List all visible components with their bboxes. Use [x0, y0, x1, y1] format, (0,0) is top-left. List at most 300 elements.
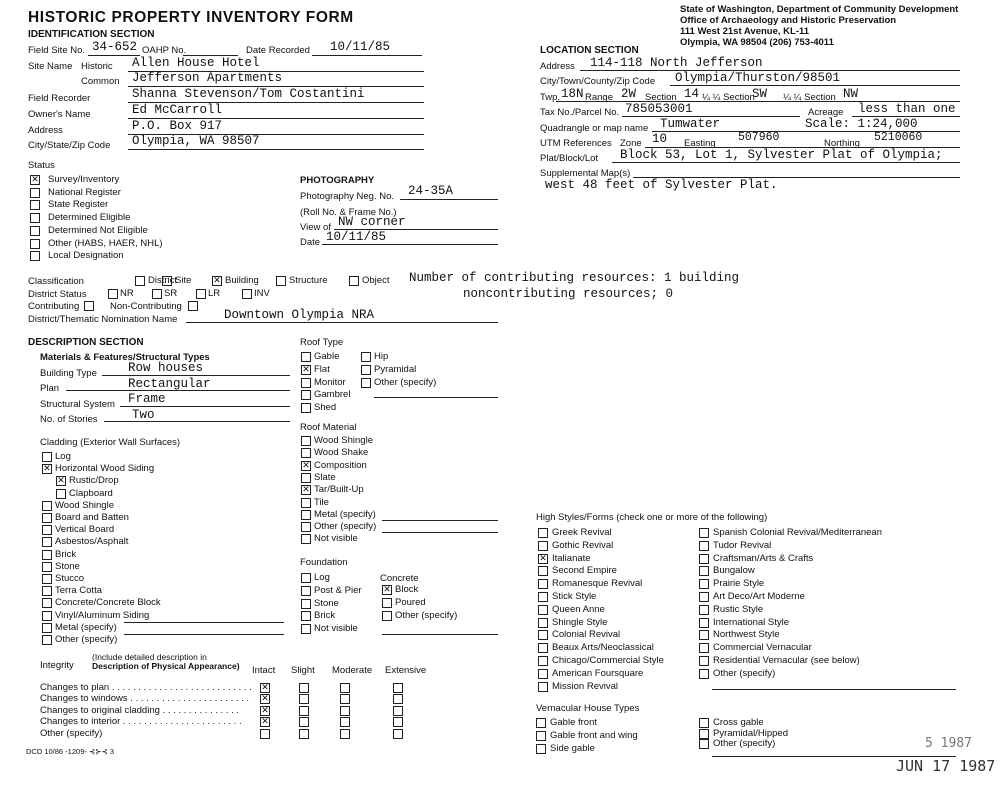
foundation-1-label: Post & Pier — [314, 584, 362, 596]
location-section-title: LOCATION SECTION — [540, 45, 639, 56]
status-title: Status — [28, 160, 55, 171]
foundation-b-0-checkbox[interactable]: ✕ — [383, 585, 391, 595]
noncontributing-resources-text: noncontributing resources; 0 — [463, 287, 674, 301]
style-12-label: Mission Revival — [552, 680, 618, 692]
class-1-checkbox[interactable] — [162, 276, 172, 286]
owner-address-label: Address — [28, 125, 63, 136]
building-type-value: Row houses — [128, 361, 204, 375]
concrete-label: Concrete — [380, 573, 419, 584]
foundation-2-label: Stone — [314, 597, 339, 609]
roof-type-b-0-checkbox[interactable] — [361, 352, 371, 362]
status-1-label: National Register — [48, 186, 121, 198]
contributing-label: Contributing — [28, 301, 80, 312]
roof-type-3-label: Gambrel — [314, 389, 351, 401]
field-site-label: Field Site No. — [28, 45, 86, 56]
foundation-2-checkbox[interactable] — [301, 599, 311, 609]
thematic-label: District/Thematic Nomination Name — [28, 314, 178, 325]
style-0-label: Greek Revival — [552, 527, 612, 538]
foundation-b-0-label: Block — [395, 584, 419, 595]
vernacular-b-1-checkbox[interactable] — [699, 729, 709, 739]
roll-frame-label: (Roll No. & Frame No.) — [300, 207, 397, 218]
integrity-row-4-col-1-checkbox[interactable] — [299, 729, 309, 739]
integrity-row-0-col-1-checkbox[interactable] — [299, 683, 309, 693]
roof-material-7-checkbox[interactable] — [301, 522, 311, 532]
agency-address: State of Washington, Department of Community Development Office of Archaeology and Historic Preservation 111 West 21st Avenue, KL-11 Olympia, WA 98504 (206) 753-4011 — [680, 4, 959, 48]
vernacular-title: Vernacular House Types — [536, 703, 640, 714]
roof-material-4-checkbox[interactable]: ✕ — [302, 485, 310, 496]
integrity-title: Integrity — [40, 660, 74, 671]
cladding-3-label: Clapboard — [69, 487, 113, 499]
status-6-label: Local Designation — [48, 250, 124, 262]
integrity-row-4-label: Other (specify) — [40, 727, 103, 739]
class-0-label: District — [148, 275, 178, 286]
received-stamp-partial: 5 1987 — [925, 736, 972, 751]
status-2-label: State Register — [48, 199, 109, 211]
style-b-9-checkbox[interactable] — [699, 643, 709, 653]
status-4-checkbox[interactable] — [30, 226, 40, 236]
vernacular-2-checkbox[interactable] — [536, 744, 546, 754]
integrity-row-2-col-2-checkbox[interactable] — [340, 706, 350, 716]
cladding-2-label: Rustic/Drop — [69, 475, 119, 487]
style-1-label: Gothic Revival — [552, 539, 614, 551]
quarter-section-label: ¼ ¼ Section — [702, 92, 755, 103]
style-b-3-label: Bungalow — [713, 565, 755, 577]
integrity-row-3-col-0-checkbox[interactable]: ✕ — [261, 717, 269, 728]
district-3-checkbox[interactable] — [242, 289, 252, 299]
integrity-row-4-col-2-checkbox[interactable] — [340, 729, 350, 739]
building-type-label: Building Type — [40, 368, 97, 379]
foundation-b-2-checkbox[interactable] — [382, 611, 392, 621]
plan-label: Plan — [40, 383, 60, 394]
cladding-2-checkbox[interactable]: ✕ — [57, 476, 65, 487]
historic-label: Historic — [81, 61, 113, 72]
district-0-checkbox[interactable] — [108, 289, 118, 299]
integrity-row-3-label: Changes to interior . . . . . . . . . . . . . . . . . . . . . . . — [40, 716, 242, 728]
roof-material-2-checkbox[interactable]: ✕ — [302, 460, 310, 471]
photo-date-value: 10/11/85 — [326, 230, 387, 244]
vernacular-b-2-checkbox[interactable] — [699, 739, 709, 749]
integrity-row-1-col-2-checkbox[interactable] — [340, 694, 350, 704]
plan-value: Rectangular — [128, 377, 211, 391]
location-address-value: 114-118 North Jefferson — [590, 56, 763, 70]
cladding-9-label: Stone — [55, 560, 80, 572]
foundation-4-checkbox[interactable] — [301, 624, 311, 634]
style-6-checkbox[interactable] — [538, 605, 548, 615]
roof-type-3-checkbox[interactable] — [301, 390, 311, 400]
style-b-4-checkbox[interactable] — [699, 579, 709, 589]
zone-label: Zone — [620, 138, 642, 149]
easting-value: 507960 — [738, 131, 780, 144]
photo-neg-value: 24-35A — [408, 184, 454, 198]
quad-value: Tumwater — [660, 117, 721, 131]
owner-address-value: P.O. Box 917 — [132, 119, 223, 133]
oahp-label: OAHP No. — [142, 45, 187, 56]
northing-value: 5210060 — [874, 131, 923, 144]
supplemental-map-label: Supplemental Map(s) — [540, 168, 631, 179]
cladding-9-checkbox[interactable] — [42, 562, 52, 572]
integrity-col-1: Slight — [291, 665, 315, 676]
integrity-row-1-col-3-checkbox[interactable] — [393, 694, 403, 704]
stories-value: Two — [132, 408, 155, 422]
cladding-5-label: Board and Batten — [55, 512, 129, 523]
cladding-1-label: Horizontal Wood Siding — [55, 463, 155, 475]
foundation-4-label: Not visible — [314, 623, 358, 635]
class-1-label: Site — [175, 275, 192, 286]
roof-type-b-1-checkbox[interactable] — [361, 365, 371, 375]
style-b-10-checkbox[interactable] — [699, 656, 709, 666]
roof-type-b-1-label: Pyramidal — [374, 363, 417, 375]
style-2-checkbox[interactable]: ✕ — [539, 553, 547, 564]
district-2-checkbox[interactable] — [196, 289, 206, 299]
integrity-note-2: Description of Physical Appearance) — [92, 661, 240, 671]
cladding-1-checkbox[interactable]: ✕ — [43, 464, 51, 475]
contributing-checkbox[interactable] — [84, 301, 94, 311]
integrity-row-3-col-2-checkbox[interactable] — [340, 717, 350, 727]
style-0-checkbox[interactable] — [538, 528, 548, 538]
foundation-0-checkbox[interactable] — [301, 573, 311, 583]
status-5-label: Other (HABS, HAER, NHL) — [48, 237, 163, 249]
thematic-value: Downtown Olympia NRA — [224, 308, 375, 322]
historic-name-value: Allen House Hotel — [132, 56, 260, 70]
foundation-0-label: Log — [314, 572, 330, 583]
district-3-label: INV — [254, 288, 270, 299]
cladding-8-checkbox[interactable] — [42, 550, 52, 560]
status-5-checkbox[interactable] — [30, 239, 40, 249]
style-6-label: Queen Anne — [552, 603, 605, 615]
description-section-title: DESCRIPTION SECTION — [28, 337, 144, 348]
date-recorded-label: Date Recorded — [246, 45, 310, 56]
style-b-1-label: Tudor Revival — [713, 539, 772, 551]
acreage-label: Acreage — [808, 107, 844, 118]
roof-material-6-checkbox[interactable] — [301, 510, 311, 520]
style-b-11-label: Other (specify) — [713, 667, 776, 679]
style-9-checkbox[interactable] — [538, 643, 548, 653]
style-b-4-label: Prairie Style — [713, 578, 765, 590]
cladding-11-label: Terra Cotta — [55, 585, 102, 597]
recorder-value: Shanna Stevenson/Tom Costantini — [132, 87, 365, 101]
integrity-row-0-col-2-checkbox[interactable] — [340, 683, 350, 693]
view-of-value: NW corner — [338, 215, 406, 229]
integrity-row-2-label: Changes to original cladding . . . . . . . . . . . . . . . — [40, 704, 240, 716]
foundation-3-checkbox[interactable] — [301, 611, 311, 621]
style-9-label: Beaux Arts/Neoclassical — [552, 642, 654, 654]
cladding-15-checkbox[interactable] — [42, 635, 52, 645]
district-2-label: LR — [208, 288, 221, 299]
cladding-4-label: Wood Shingle — [55, 499, 114, 511]
section-label: Section — [645, 92, 677, 103]
style-b-0-checkbox[interactable] — [699, 528, 709, 538]
twp-value: 18N — [561, 87, 584, 101]
status-6-checkbox[interactable] — [30, 251, 40, 261]
location-address-label: Address — [540, 61, 575, 72]
section-value: 14 — [684, 87, 700, 101]
vernacular-0-checkbox[interactable] — [536, 718, 546, 728]
roof-type-1-label: Flat — [314, 363, 330, 375]
style-1-checkbox[interactable] — [538, 541, 548, 551]
roof-type-0-checkbox[interactable] — [301, 352, 311, 362]
roof-material-0-checkbox[interactable] — [301, 436, 311, 446]
form-id: DCD 10/86 -1209- ⊰⊱⊰ 3 — [26, 747, 115, 756]
cladding-12-checkbox[interactable] — [42, 598, 52, 608]
integrity-row-1-col-1-checkbox[interactable] — [299, 694, 309, 704]
cladding-6-checkbox[interactable] — [42, 525, 52, 535]
style-b-2-checkbox[interactable] — [699, 554, 709, 564]
structural-system-label: Structural System — [40, 399, 115, 410]
style-b-6-checkbox[interactable] — [699, 605, 709, 615]
style-b-0-label: Spanish Colonial Revival/Mediterranean — [713, 527, 882, 538]
style-10-label: Chicago/Commercial Style — [552, 655, 664, 666]
style-b-7-checkbox[interactable] — [699, 618, 709, 628]
style-3-checkbox[interactable] — [538, 566, 548, 576]
style-b-6-label: Rustic Style — [713, 603, 764, 615]
foundation-b-1-label: Poured — [395, 596, 426, 608]
integrity-row-0-col-0-checkbox[interactable]: ✕ — [261, 683, 269, 693]
foundation-title: Foundation — [300, 557, 348, 568]
roof-material-8-checkbox[interactable] — [301, 534, 311, 544]
contributing-resources-text: Number of contributing resources: 1 building — [409, 271, 740, 285]
photo-neg-label: Photography Neg. No. — [300, 191, 395, 202]
foundation-b-2-label: Other (specify) — [395, 609, 458, 621]
roof-material-6-label: Metal (specify) — [314, 508, 376, 520]
roof-material-1-checkbox[interactable] — [301, 448, 311, 458]
tax-label: Tax No./Parcel No. — [540, 107, 620, 118]
range-label: Range — [585, 92, 613, 103]
cladding-7-label: Asbestos/Asphalt — [55, 536, 129, 548]
foundation-3-label: Brick — [314, 610, 336, 622]
integrity-row-3-col-3-checkbox[interactable] — [393, 717, 403, 727]
status-4-label: Determined Not Eligible — [48, 224, 148, 236]
supplemental-map-value: west 48 feet of Sylvester Plat. — [545, 178, 778, 192]
style-8-label: Colonial Revival — [552, 629, 621, 641]
roof-material-title: Roof Material — [300, 422, 357, 433]
cladding-12-label: Concrete/Concrete Block — [55, 597, 161, 609]
style-b-3-checkbox[interactable] — [699, 566, 709, 576]
roof-material-5-label: Tile — [314, 496, 329, 508]
cladding-7-checkbox[interactable] — [42, 537, 52, 547]
status-3-label: Determined Eligible — [48, 212, 131, 224]
class-2-label: Building — [225, 275, 259, 286]
cladding-8-label: Brick — [55, 548, 77, 560]
integrity-note-1: (Include detailed description in — [92, 652, 207, 662]
roof-type-1-checkbox[interactable]: ✕ — [302, 364, 310, 375]
cladding-10-checkbox[interactable] — [42, 574, 52, 584]
cladding-3-checkbox[interactable] — [56, 489, 66, 499]
identification-section-title: IDENTIFICATION SECTION — [28, 29, 155, 40]
roof-type-2-label: Monitor — [314, 376, 346, 388]
owner-value: Ed McCarroll — [132, 103, 223, 117]
cladding-4-checkbox[interactable] — [42, 501, 52, 511]
cladding-10-label: Stucco — [55, 573, 85, 584]
style-8-checkbox[interactable] — [538, 630, 548, 640]
class-4-checkbox[interactable] — [349, 276, 359, 286]
style-5-checkbox[interactable] — [538, 592, 548, 602]
utm-label: UTM References — [540, 138, 612, 149]
integrity-row-0-col-3-checkbox[interactable] — [393, 683, 403, 693]
style-7-checkbox[interactable] — [538, 618, 548, 628]
range-value: 2W — [621, 87, 637, 101]
vernacular-1-label: Gable front and wing — [550, 729, 638, 741]
received-date-stamp: JUN 17 1987 — [896, 757, 996, 775]
style-b-5-checkbox[interactable] — [699, 592, 709, 602]
integrity-row-3-col-1-checkbox[interactable] — [299, 717, 309, 727]
view-of-label: View of — [300, 222, 331, 233]
vernacular-1-checkbox[interactable] — [536, 731, 546, 741]
district-0-label: NR — [120, 288, 134, 299]
style-4-label: Romanesque Revival — [552, 578, 643, 590]
roof-material-4-label: Tar/Built-Up — [314, 484, 364, 496]
integrity-col-2: Moderate — [332, 665, 373, 676]
status-2-checkbox[interactable] — [30, 200, 40, 210]
form-title: HISTORIC PROPERTY INVENTORY FORM — [28, 9, 354, 26]
integrity-row-4-col-0-checkbox[interactable] — [260, 729, 270, 739]
integrity-row-2-col-0-checkbox[interactable]: ✕ — [261, 705, 269, 716]
quad-label: Quadrangle or map name — [540, 123, 649, 134]
vernacular-b-0-checkbox[interactable] — [699, 718, 709, 728]
site-name-label: Site Name — [28, 61, 73, 72]
roof-type-b-2-label: Other (specify) — [374, 376, 437, 388]
style-4-checkbox[interactable] — [538, 579, 548, 589]
status-1-checkbox[interactable] — [30, 188, 40, 198]
status-0-checkbox[interactable]: ✕ — [31, 175, 39, 185]
style-b-8-checkbox[interactable] — [699, 630, 709, 640]
roof-type-4-label: Shed — [314, 402, 337, 414]
vernacular-b-2-label: Other (specify) — [713, 738, 776, 749]
roof-material-7-label: Other (specify) — [314, 521, 377, 533]
roof-type-b-2-checkbox[interactable] — [361, 378, 371, 388]
style-5-label: Stick Style — [552, 591, 597, 602]
common-name-value: Jefferson Apartments — [132, 71, 283, 85]
plat-label: Plat/Block/Lot — [540, 153, 599, 164]
cladding-6-label: Vertical Board — [55, 524, 115, 536]
style-b-5-label: Art Deco/Art Moderne — [713, 591, 805, 602]
acreage-value: less than one — [858, 102, 956, 116]
district-status-label: District Status — [28, 289, 87, 300]
integrity-row-1-col-0-checkbox[interactable]: ✕ — [261, 694, 269, 705]
vernacular-b-1-label: Pyramidal/Hipped — [713, 727, 788, 739]
class-3-checkbox[interactable] — [276, 276, 286, 286]
quarter-section-value: SW — [752, 87, 768, 101]
owner-city-value: Olympia, WA 98507 — [132, 134, 260, 148]
noncontributing-label: Non-Contributing — [110, 301, 182, 312]
classification-label: Classification — [28, 276, 84, 287]
foundation-1-checkbox[interactable] — [301, 586, 311, 596]
roof-material-0-label: Wood Shingle — [314, 435, 373, 446]
integrity-col-3: Extensive — [385, 665, 427, 676]
scale-value: Scale: 1:24,000 — [805, 117, 918, 131]
stories-label: No. of Stories — [40, 414, 98, 425]
status-3-checkbox[interactable] — [30, 213, 40, 223]
roof-material-1-label: Wood Shake — [314, 447, 369, 459]
style-10-checkbox[interactable] — [538, 656, 548, 666]
style-12-checkbox[interactable] — [538, 682, 548, 692]
cladding-5-checkbox[interactable] — [42, 513, 52, 523]
roof-material-3-checkbox[interactable] — [301, 473, 311, 483]
integrity-row-2-col-3-checkbox[interactable] — [393, 706, 403, 716]
integrity-row-0-label: Changes to plan . . . . . . . . . . . . . . . . . . . . . . . . . . . — [40, 682, 252, 693]
cladding-title: Cladding (Exterior Wall Surfaces) — [40, 437, 181, 448]
class-2-checkbox[interactable]: ✕ — [213, 276, 221, 286]
district-1-checkbox[interactable] — [152, 289, 162, 299]
photo-date-label: Date — [300, 237, 321, 248]
owner-label: Owner's Name — [28, 109, 91, 120]
integrity-row-2-col-1-checkbox[interactable] — [299, 706, 309, 716]
twp-label: Twp. — [540, 92, 561, 103]
recorder-label: Field Recorder — [28, 93, 91, 104]
roof-material-8-label: Not visible — [314, 533, 358, 545]
quarter-quarter-label: ¼ ¼ Section — [783, 92, 836, 103]
common-label: Common — [81, 76, 120, 87]
style-b-10-label: Residential Vernacular (see below) — [713, 655, 860, 666]
vernacular-2-label: Side gable — [550, 742, 595, 754]
style-b-8-label: Northwest Style — [713, 629, 780, 641]
cladding-13-checkbox[interactable] — [42, 611, 52, 621]
quarter-quarter-value: NW — [843, 87, 859, 101]
roof-material-5-checkbox[interactable] — [301, 498, 311, 508]
style-b-1-checkbox[interactable] — [699, 541, 709, 551]
tax-value: 785053001 — [625, 102, 693, 116]
style-b-7-label: International Style — [713, 616, 790, 628]
easting-label: Easting — [684, 138, 716, 149]
style-b-9-label: Commercial Vernacular — [713, 642, 812, 654]
cladding-14-label: Metal (specify) — [55, 621, 117, 633]
northing-label: Northing — [824, 138, 860, 149]
roof-material-2-label: Composition — [314, 459, 367, 471]
high-styles-title: High Styles/Forms (check one or more of the following) — [536, 512, 768, 523]
style-3-label: Second Empire — [552, 565, 617, 577]
class-4-label: Object — [362, 275, 390, 286]
foundation-b-1-checkbox[interactable] — [382, 598, 392, 608]
class-0-checkbox[interactable] — [135, 276, 145, 286]
style-11-checkbox[interactable] — [538, 669, 548, 679]
class-3-label: Structure — [289, 275, 328, 286]
location-city-label: City/Town/County/Zip Code — [540, 76, 656, 87]
status-0-label: Survey/Inventory — [48, 174, 120, 185]
style-2-label: Italianate — [552, 552, 591, 564]
cladding-15-label: Other (specify) — [55, 634, 118, 645]
cladding-0-label: Log — [55, 451, 71, 462]
style-7-label: Shingle Style — [552, 616, 608, 628]
roof-material-3-label: Slate — [314, 471, 336, 483]
vernacular-0-label: Gable front — [550, 717, 597, 728]
cladding-13-label: Vinyl/Aluminum Siding — [55, 609, 150, 621]
style-b-11-checkbox[interactable] — [699, 669, 709, 679]
roof-type-title: Roof Type — [300, 337, 344, 348]
vernacular-b-0-label: Cross gable — [713, 717, 764, 728]
plat-value: Block 53, Lot 1, Sylvester Plat of Olympia; — [620, 148, 943, 162]
integrity-row-4-col-3-checkbox[interactable] — [393, 729, 403, 739]
integrity-col-0: Intact — [252, 665, 276, 676]
zone-value: 10 — [652, 132, 668, 146]
structural-system-value: Frame — [128, 392, 166, 406]
noncontributing-checkbox[interactable] — [188, 301, 198, 311]
materials-title: Materials & Features/Structural Types — [40, 352, 210, 363]
roof-type-2-checkbox[interactable] — [301, 378, 311, 388]
cladding-14-checkbox[interactable] — [42, 623, 52, 633]
owner-city-label: City/State/Zip Code — [28, 140, 111, 151]
location-city-value: Olympia/Thurston/98501 — [675, 71, 841, 85]
field-site-value: 34-652 — [92, 40, 138, 54]
style-b-2-label: Craftsman/Arts & Crafts — [713, 552, 814, 564]
roof-type-4-checkbox[interactable] — [301, 403, 311, 413]
style-11-label: American Foursquare — [552, 667, 644, 679]
cladding-0-checkbox[interactable] — [42, 452, 52, 462]
district-1-label: SR — [164, 288, 178, 299]
roof-type-b-0-label: Hip — [374, 351, 389, 362]
roof-type-0-label: Gable — [314, 351, 340, 362]
photography-title: PHOTOGRAPHY — [300, 175, 375, 186]
cladding-11-checkbox[interactable] — [42, 586, 52, 596]
integrity-row-1-label: Changes to windows . . . . . . . . . . . . . . . . . . . . . . . — [40, 693, 250, 705]
